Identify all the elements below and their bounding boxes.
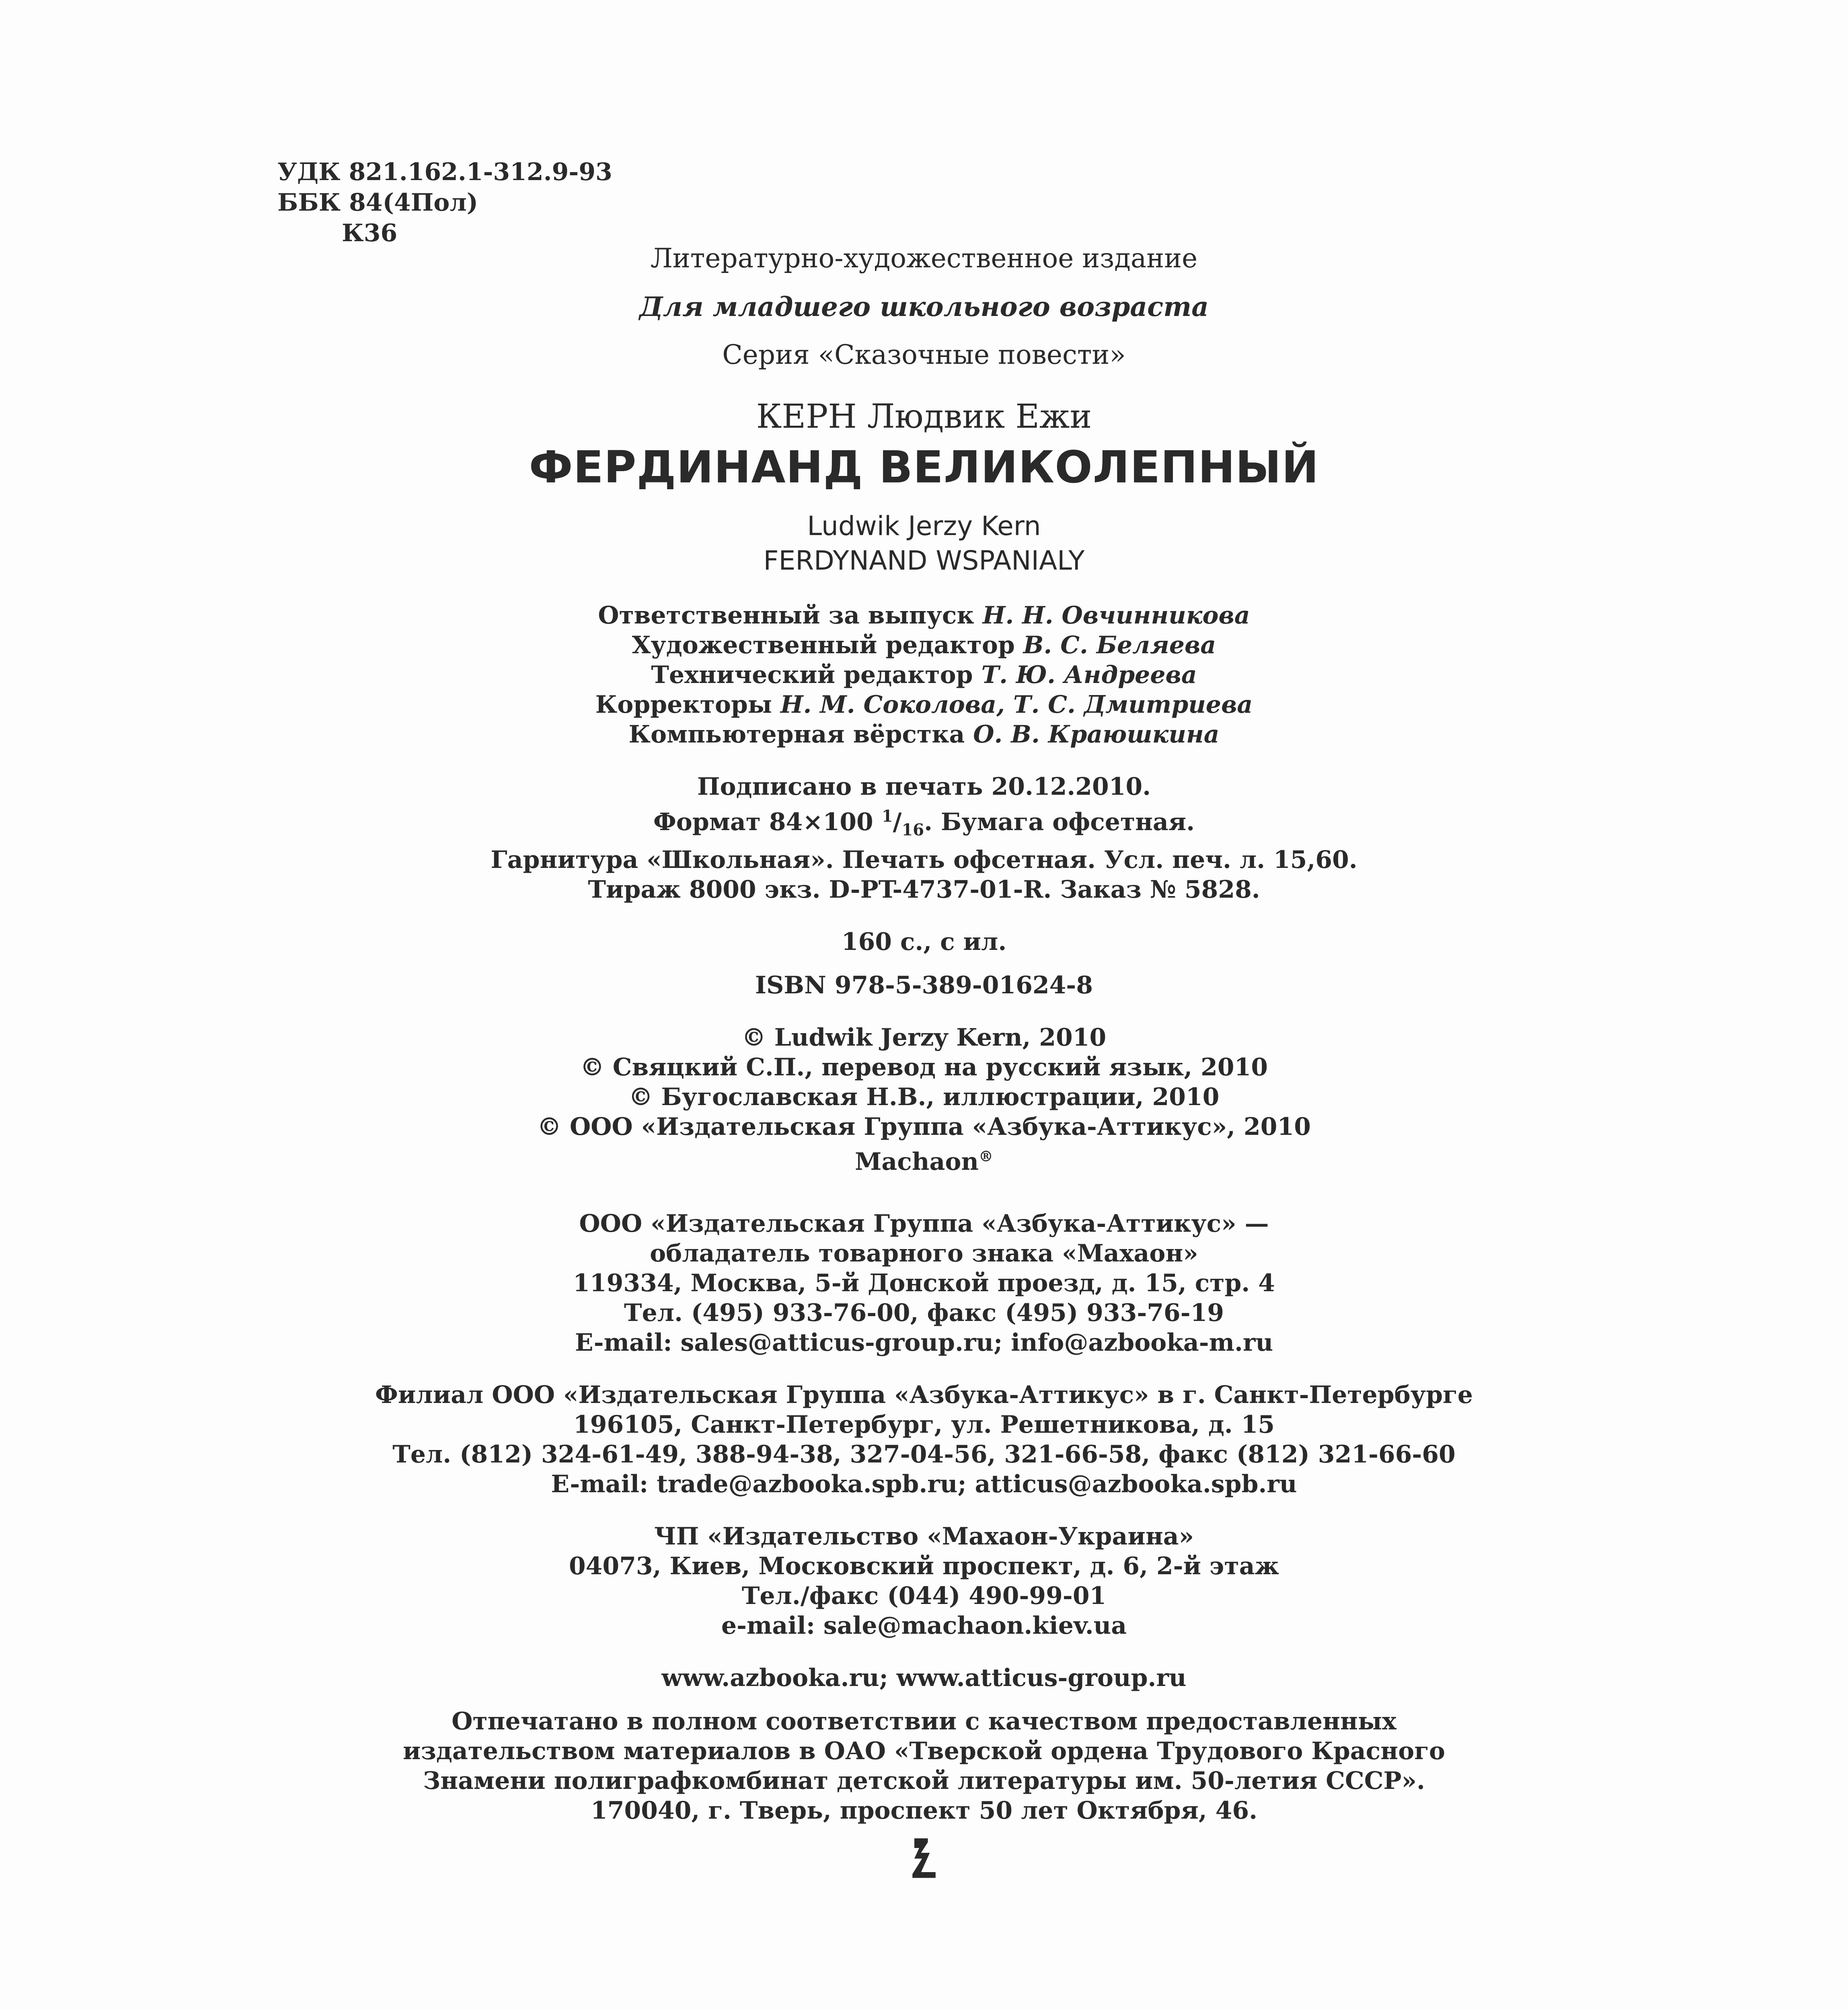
- credit-person: О. В. Краюшкина: [973, 720, 1220, 749]
- credit-line: [0, 601, 1848, 630]
- page-count: 160 с., с ил.: [841, 928, 1007, 956]
- printer-line: 170040, г. Тверь, проспект 50 лет Октября, 46.: [590, 1797, 1258, 1825]
- printer-logo-icon: [900, 1834, 948, 1882]
- credit-person: Т. Ю. Андреева: [981, 661, 1197, 689]
- credit-line: [0, 720, 1848, 749]
- credit-person: Н. Н. Овчинникова: [982, 601, 1250, 630]
- credit-line: [0, 690, 1848, 720]
- library-classification: [277, 157, 612, 248]
- author-name-ru: КЕРН Людвик Ежи: [756, 398, 1092, 436]
- udk-code: УДК 821.162.1-312.9-93: [277, 158, 612, 186]
- publisher-spb-line: Филиал ООО «Издательская Группа «Азбука-Аттикус» в г. Санкт-Петербурге: [375, 1381, 1473, 1409]
- publisher-main-block: [0, 1209, 1848, 1358]
- credits-block: [0, 601, 1848, 749]
- copyright-line: © Бугославская Н.В., иллюстрации, 2010: [628, 1083, 1220, 1111]
- series-name: Серия «Сказочные повести»: [722, 339, 1126, 370]
- audience-note: Для младшего школьного возраста: [639, 291, 1209, 322]
- format-separator: /: [893, 808, 902, 836]
- websites: www.azbooka.ru; www.atticus-group.ru: [661, 1664, 1187, 1692]
- format-prefix: Формат 84×100: [653, 808, 882, 836]
- format-suffix: . Бумага офсетная.: [924, 808, 1195, 836]
- publisher-ua-line: ЧП «Издательство «Махаон-Украина»: [654, 1522, 1194, 1551]
- printer-line: Знамени полиграфкомбинат детской литературы им. 50-летия СССР».: [423, 1767, 1425, 1795]
- trademark-name: Machaon: [855, 1148, 979, 1176]
- book-title-original: FERDYNAND WSPANIALY: [763, 545, 1085, 576]
- copyright-line: © ООО «Издательская Группа «Азбука-Аттикус», 2010: [537, 1113, 1311, 1141]
- print-info-block: [0, 772, 1848, 904]
- printer-line: Отпечатано в полном соответствии с качеством предоставленных: [452, 1707, 1396, 1735]
- publisher-ua-block: [0, 1522, 1848, 1641]
- author-name-original: Ludwik Jerzy Kern: [807, 511, 1041, 541]
- format-numerator: 1: [881, 807, 893, 826]
- publisher-main-line: E-mail: sales@atticus-group.ru; info@azbooka-m.ru: [575, 1329, 1273, 1357]
- signed-to-print: Подписано в печать 20.12.2010.: [697, 773, 1151, 801]
- publisher-ua-line: 04073, Киев, Московский проспект, д. 6, 2-й этаж: [569, 1552, 1279, 1580]
- publisher-main-line: ООО «Издательская Группа «Азбука-Аттикус» —: [579, 1210, 1269, 1238]
- imprint-column: [0, 241, 1848, 1882]
- bbk-code: ББК 84(4Пол): [277, 189, 478, 217]
- copyright-block: [0, 1023, 1848, 1177]
- publisher-ua-line: e-mail: sale@machaon.kiev.ua: [721, 1612, 1127, 1640]
- format-denominator: 16: [901, 820, 924, 839]
- publisher-spb-line: 196105, Санкт-Петербург, ул. Решетникова, д. 15: [573, 1411, 1275, 1439]
- book-title-ru: ФЕРДИНАНД ВЕЛИКОЛЕПНЫЙ: [529, 441, 1319, 493]
- printer-line: издательством материалов в ОАО «Тверской ордена Трудового Красного: [402, 1737, 1446, 1765]
- credit-role: Технический редактор: [651, 661, 973, 689]
- publisher-spb-block: [0, 1380, 1848, 1499]
- format-line: [0, 802, 1848, 845]
- copyright-line: © Свяцкий С.П., перевод на русский язык, 2010: [580, 1053, 1268, 1081]
- credit-role: Корректоры: [595, 691, 772, 719]
- trademark-symbol: ®: [978, 1148, 993, 1165]
- credit-role: Ответственный за выпуск: [598, 601, 974, 630]
- credit-role: Компьютерная вёрстка: [628, 720, 965, 749]
- publisher-spb-line: E-mail: trade@azbooka.spb.ru; atticus@azbooka.spb.ru: [551, 1470, 1297, 1498]
- publisher-main-line: 119334, Москва, 5-й Донской проезд, д. 15, стр. 4: [573, 1269, 1275, 1297]
- credit-role: Художественный редактор: [632, 631, 1015, 659]
- credit-person: Н. М. Соколова, Т. С. Дмитриева: [780, 691, 1253, 719]
- isbn: ISBN 978-5-389-01624-8: [755, 971, 1093, 999]
- trademark-line: [0, 1142, 1848, 1177]
- typeface-line: Гарнитура «Школьная». Печать офсетная. Усл. печ. л. 15,60.: [491, 846, 1357, 874]
- author-mark: К36: [342, 219, 398, 247]
- publisher-spb-line: Тел. (812) 324-61-49, 388-94-38, 327-04-56, 321-66-58, факс (812) 321-66-60: [392, 1440, 1456, 1469]
- printer-block: [0, 1706, 1848, 1825]
- credit-line: [0, 630, 1848, 660]
- copyright-line: © Ludwik Jerzy Kern, 2010: [741, 1023, 1107, 1052]
- publisher-main-line: Тел. (495) 933-76-00, факс (495) 933-76-19: [624, 1299, 1224, 1327]
- edition-type: Литературно-художественное издание: [650, 243, 1198, 274]
- credit-line: [0, 660, 1848, 690]
- credit-person: В. С. Беляева: [1023, 631, 1216, 659]
- circulation-line: Тираж 8000 экз. D-PT-4737-01-R. Заказ № 5828.: [588, 876, 1260, 904]
- publisher-ua-line: Тел./факс (044) 490-99-01: [741, 1582, 1107, 1610]
- publisher-main-line: обладатель товарного знака «Махаон»: [650, 1239, 1198, 1268]
